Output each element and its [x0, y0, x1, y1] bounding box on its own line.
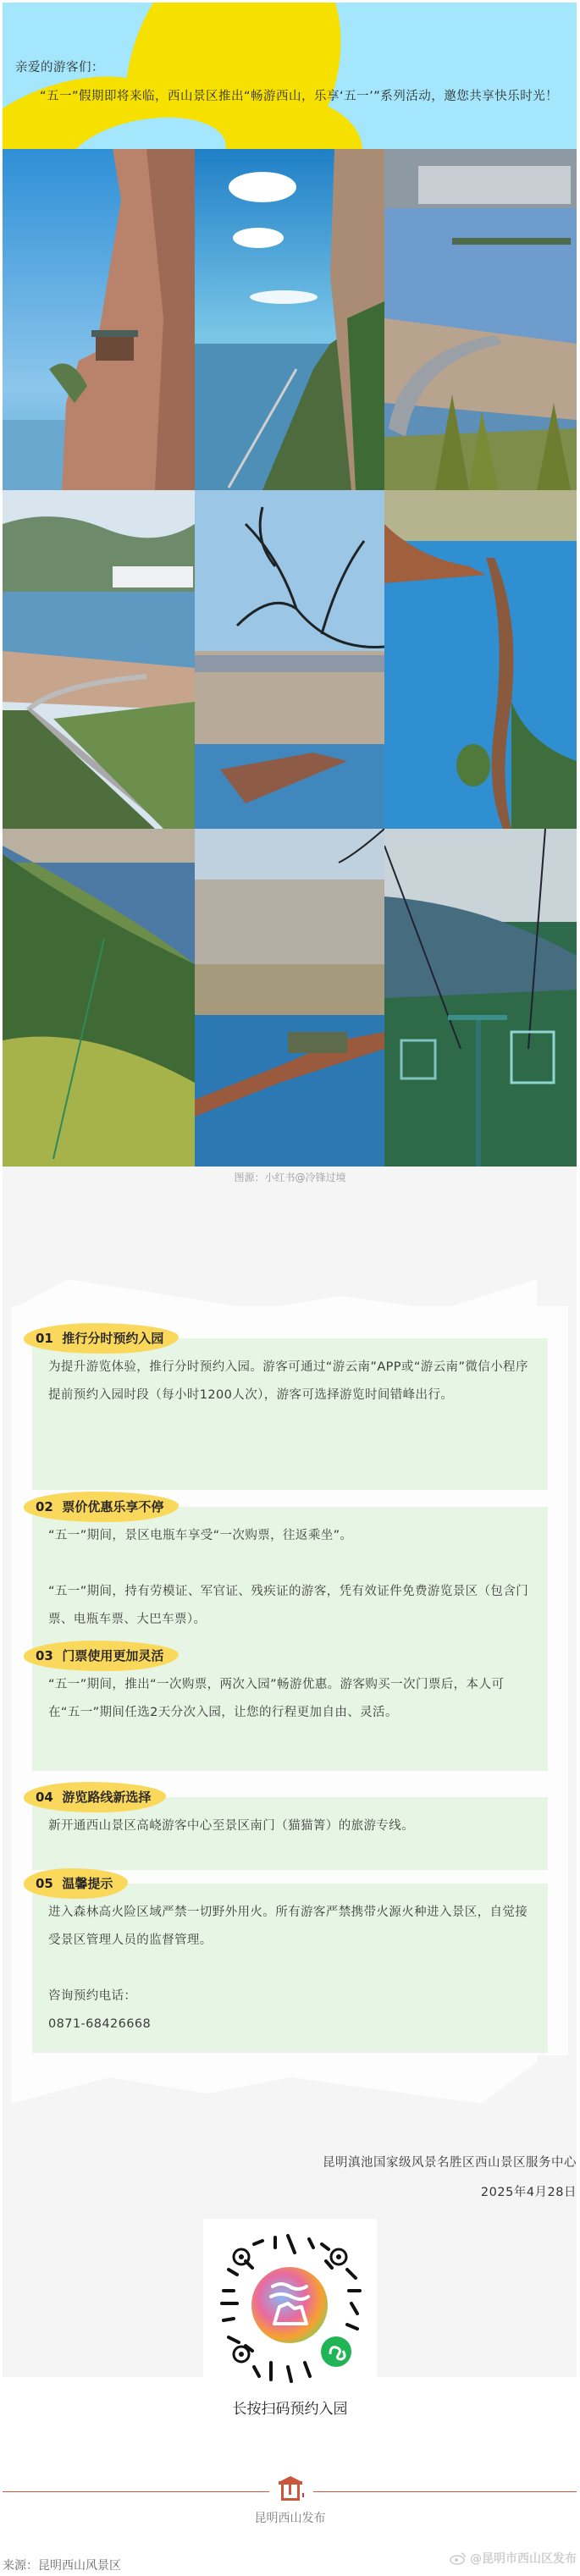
- section-paragraph: “五一”期间，持有劳模证、军官证、残疾证的游客，凭有效证件免费游览景区（包含门票、电瓶车票、大巴车票）。: [48, 1585, 529, 1626]
- greeting-text: [15, 53, 570, 111]
- publisher-name: 昆明西山发布: [254, 2512, 326, 2525]
- mountain-edge-bottom: [0, 2055, 580, 2108]
- section-number: 01: [36, 1331, 53, 1346]
- section-title: 门票使用更加灵活: [62, 1648, 164, 1663]
- section-title: 温馨提示: [62, 1876, 113, 1891]
- section-paragraph: 进入森林高火险区域严禁一切野外用火。所有游客严禁携带火源火种进入景区，自觉接受景区管理人员的监督管理。: [48, 1906, 528, 1947]
- photo-credit: 图源：小红书@冷锋过境: [234, 1172, 346, 1183]
- photo-forest-cablecar[interactable]: [3, 829, 195, 1170]
- photo-icon: [3, 149, 195, 490]
- section-number: 05: [36, 1876, 53, 1891]
- photo-cliff-pavilion[interactable]: [3, 149, 195, 490]
- signature-date: 2025年4月28日: [480, 2186, 577, 2199]
- watermark-text: @昆明市西山区发布: [470, 2552, 577, 2566]
- section-body: [32, 1338, 548, 1490]
- section-title: 推行分时预约入园: [62, 1331, 164, 1346]
- photo-icon: [3, 490, 195, 829]
- photo-icon: [384, 149, 577, 490]
- photo-mountains-highway[interactable]: [3, 490, 195, 829]
- section-paragraph: “五一”期间，景区电瓶车享受“一次购票，往返乘坐”。: [48, 1529, 353, 1542]
- intro-paragraph: “五一”假期即将来临，西山景区推出“畅游西山，乐享‘五一’”系列活动，邀您共享快乐时光！: [40, 90, 559, 103]
- photo-icon: [195, 490, 384, 829]
- section-body: [32, 1656, 548, 1771]
- photo-causeway-lake[interactable]: [384, 490, 577, 829]
- photo-icon: [384, 829, 577, 1170]
- source-credit: 来源：昆明西山风景区: [3, 2559, 121, 2573]
- weibo-watermark: [450, 2550, 577, 2567]
- section-title-tag: [24, 1868, 128, 1899]
- section-title-tag: [24, 1492, 179, 1522]
- section-title: 游览路线新选择: [62, 1790, 152, 1805]
- section-number: 04: [36, 1790, 53, 1805]
- section-paragraph: 为提升游览体验，推行分时预约入园。游客可通过“游云南”APP或“游云南”微信小程序提前预约入园时段（每小时1200人次），游客可选择游览时间错峰出行。: [48, 1360, 528, 1402]
- signature-org: 昆明滇池国家级风景名胜区西山景区服务中心: [323, 2156, 577, 2170]
- section-title-tag: [24, 1323, 179, 1354]
- photo-lake-city-highway[interactable]: [384, 149, 577, 490]
- photo-icon: [384, 490, 577, 829]
- photo-tree-branch-city[interactable]: [195, 490, 384, 829]
- section-title-tag: [24, 1641, 179, 1671]
- section-title: 票价优惠乐享不停: [62, 1499, 164, 1514]
- photo-city-lake-causeway[interactable]: [195, 829, 384, 1170]
- footer-divider-left: [3, 2491, 269, 2492]
- pavilion-gate-icon: [275, 2474, 306, 2505]
- section-body: [32, 1507, 548, 1658]
- photo-icon: [3, 829, 195, 1170]
- footer-divider-right: [313, 2491, 577, 2492]
- weibo-icon: [450, 2551, 467, 2565]
- greeting-line: 亲爱的游客们：: [15, 61, 104, 74]
- photo-cliff-sky[interactable]: [195, 149, 384, 490]
- section-title-tag: [24, 1782, 166, 1812]
- intro-header: [3, 3, 577, 149]
- mini-program-qr-icon: [203, 2219, 377, 2392]
- photo-icon: [195, 149, 384, 490]
- photo-gallery: [3, 149, 577, 1170]
- contact-phone[interactable]: 0871-68426668: [48, 2017, 152, 2031]
- photo-chairlift[interactable]: [384, 829, 577, 1170]
- contact-label: 咨询预约电话：: [48, 1989, 137, 2003]
- qr-instruction: 长按扫码预约入园: [232, 2401, 348, 2418]
- photo-icon: [195, 829, 384, 1170]
- section-paragraph: “五一”期间，推出“一次购票，两次入园”畅游优惠。游客购买一次门票后，本人可在“五一”期间任选2天分次入园，让您的行程更加自由、灵活。: [48, 1678, 505, 1719]
- section-body: [32, 1884, 548, 2053]
- qr-code[interactable]: [203, 2219, 377, 2392]
- section-paragraph: 新开通西山景区高峣游客中心至景区南门（猫猫箐）的旅游专线。: [48, 1819, 415, 1833]
- section-number: 03: [36, 1648, 53, 1663]
- section-number: 02: [36, 1499, 53, 1514]
